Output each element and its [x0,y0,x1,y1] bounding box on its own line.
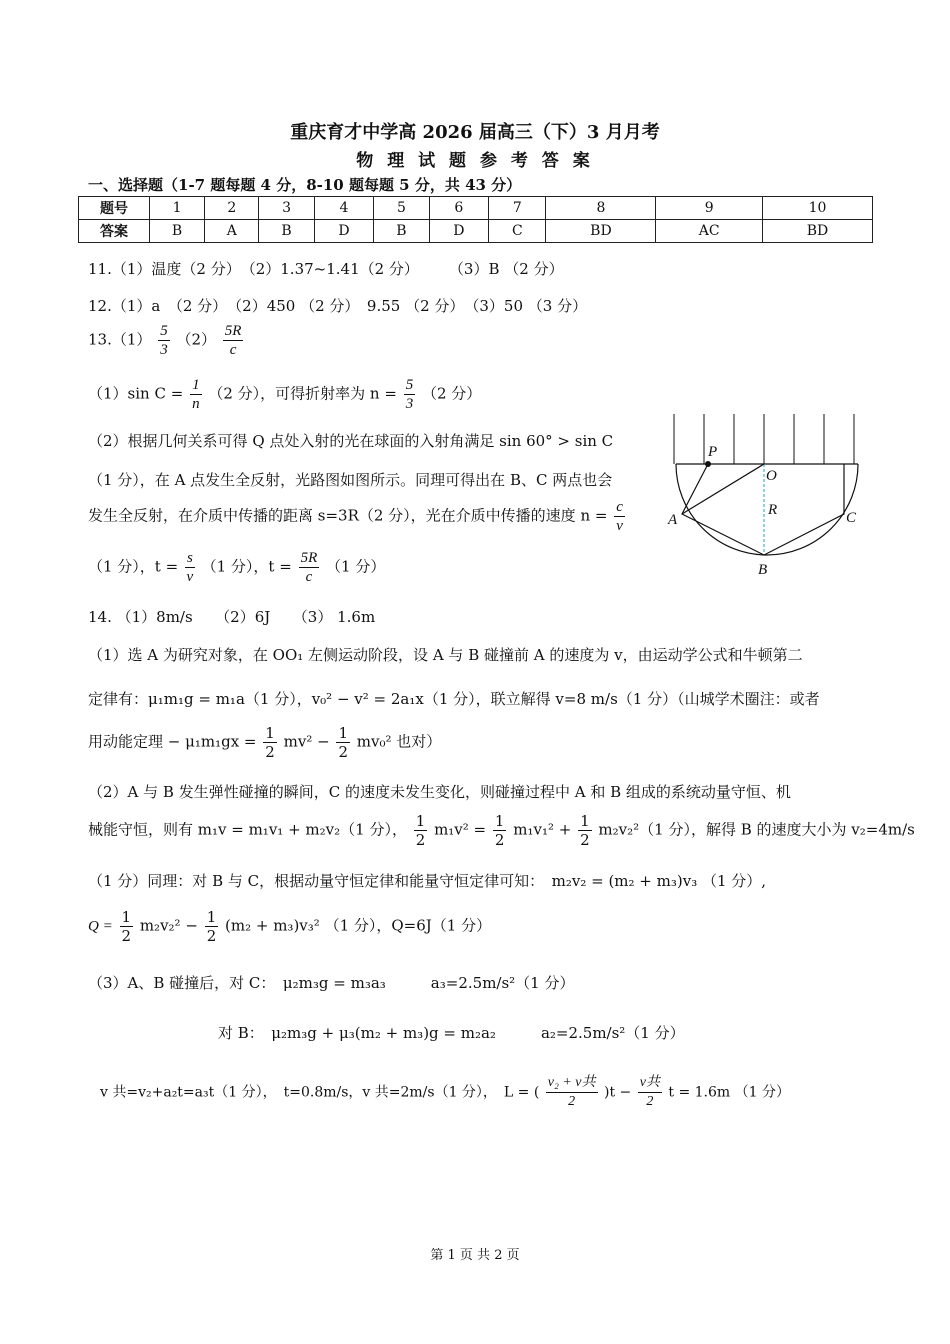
light-path [682,464,844,555]
text: 械能守恒，则有 m₁v = m₁v₁ + m₂v₂（1 分）， [88,820,407,839]
text: t = 1.6m （1 分） [668,1084,790,1101]
fraction: $\frac{5R}{c}$ [224,323,242,358]
label-c: C [846,510,857,526]
fraction: $\frac{1}{2}$ [338,724,349,761]
text: （2 分），可得折射率为 n = [208,384,397,403]
text: （2 分） [421,384,482,403]
fraction: $\frac{5}{3}$ [160,323,168,358]
fraction: $\frac{1}{2}$ [580,812,590,849]
q13-part2-line1: （2）根据几何关系可得 Q 点处入射的光在球面的入射角满足 sin 60° > sin C [88,432,614,450]
question-number-cell: 8 [546,197,656,220]
answer-cell: B [259,220,314,243]
question-number-cell: 4 [314,197,374,220]
table-row [79,220,873,243]
text: Q = [88,918,113,935]
fraction: $\frac{1}{2}$ [415,812,426,849]
fraction: $\frac{1}{2}$ [265,724,275,761]
q14-summary: 14. （1）8m/s （2）6J （3） 1.6m [88,608,376,626]
q14-part2-line1: （2）A 与 B 发生弹性碰撞的瞬间，C 的速度未发生变化，则碰撞过程中 A 和 B 组成的系统动量守恒、机 [88,783,791,801]
answer-table [78,196,873,243]
fraction: $\frac{\text{v共}}{2}$ [639,1075,660,1109]
fraction: $\frac{5}{3}$ [405,377,414,412]
text: v 共=v₂+a₂t=a₃t（1 分）， t=0.8m/s，v 共=2m/s（1 分）， L = ( [100,1084,540,1101]
q14-part1-line3 [88,724,441,761]
page-title: 重庆育才中学高 2026 届高三（下）3 月月考 [290,122,660,143]
text: m₂v₂²（1 分），解得 B 的速度大小为 v₂=4m/s [598,820,915,839]
fraction: $\frac{1}{2}$ [494,812,505,849]
q13-label2: （2） [176,330,217,349]
question-number-cell: 1 [150,197,205,220]
label-b: B [758,562,768,578]
answer-cell: AC [656,220,763,243]
section-heading: 一、选择题（1-7 题每题 4 分，8-10 题每题 5 分，共 43 分） [88,176,522,194]
answer-cell: BD [762,220,872,243]
question-number-cell: 9 [656,197,763,220]
label-a: A [668,512,678,528]
q14-part2-line2 [88,812,915,849]
answer-cell: C [489,220,546,243]
label-o: O [766,468,777,484]
table-header-cell: 题号 [79,197,150,220]
text: （1 分） [326,557,386,576]
fraction: $\frac{s}{v}$ [186,550,194,585]
fraction: $\frac{1}{n}$ [192,377,200,412]
text: m₁v₁² + [513,820,572,839]
label-r: R [768,502,778,518]
point-p-dot [705,461,711,467]
answer-cell: D [429,220,489,243]
text: 用动能定理 − μ₁m₁gx = [88,732,257,751]
q14-part1-line2: 定律有：μ₁m₁g = m₁a（1 分），v₀² − v² = 2a₁x（1 分），联立解得 v=8 m/s（1 分）（山城学术圈注：或者 [88,690,820,708]
q13-label: 13.（1） [88,330,152,349]
question-number-cell: 3 [259,197,314,220]
q13-part2-line2: （1 分），在 A 点发生全反射，光路图如图所示。同理可得出在 B、C 两点也会 [88,471,613,489]
q14-part2-line4 [88,908,491,945]
fraction: $\frac{\text{v₂ + v共}}{2}$ [547,1075,596,1109]
question-number-cell: 7 [489,197,546,220]
light-path-segment [682,464,764,514]
text: mv² − [283,732,330,751]
text: (m₂ + m₃)v₃² （1 分），Q=6J（1 分） [225,916,492,935]
q14-part3-line3 [100,1074,790,1111]
text: )t − [603,1084,632,1101]
text: m₂v₂² − [139,916,198,935]
text: m₁v² = [434,820,487,839]
fraction: $\frac{1}{2}$ [206,908,217,945]
answer-cell: B [374,220,429,243]
optics-diagram [666,412,872,582]
q13-part1 [88,376,481,413]
label-p: P [708,444,718,460]
table-header-cell: 答案 [79,220,150,243]
text: （1）sin C = [88,384,184,403]
answer-cell: BD [546,220,656,243]
q13-part2-line4 [88,549,385,586]
incident-rays [674,414,854,464]
table-row [79,197,873,220]
text: （1 分），t = [88,557,179,576]
page-footer: 第 1 页 共 2 页 [430,1248,520,1263]
answer-cell: B [150,220,205,243]
answer-cell: A [205,220,259,243]
q12-answer: 12.（1）a （2 分） （2）450 （2 分） 9.55 （2 分） （3）50 （3 分） [88,297,588,315]
q14-part3-line1: （3）A、B 碰撞后，对 C： μ₂m₃g = m₃a₃ a₃=2.5m/s²（1 分） [88,974,575,992]
question-number-cell: 6 [429,197,489,220]
question-number-cell: 10 [762,197,872,220]
text: （1 分），t = [201,557,292,576]
page-subtitle: 物 理 试 题 参 考 答 案 [356,151,594,171]
text: mv₀² 也对） [356,732,442,751]
fraction: $\frac{c}{v}$ [616,499,623,534]
question-number-cell: 5 [374,197,429,220]
q11-answer: 11.（1）温度（2 分） （2）1.37~1.41（2 分） （3）B （2 分） [88,260,564,278]
fraction: $\frac{1}{2}$ [121,908,132,945]
answer-cell: D [314,220,374,243]
text: 发生全反射，在介质中传播的距离 s=3R（2 分），光在介质中传播的速度 n = [88,506,608,525]
q13-summary [88,322,245,359]
q13-part2-line3 [88,498,627,535]
q14-part2-line3: （1 分）同理：对 B 与 C，根据动量守恒定律和能量守恒定律可知： m₂v₂ = (m₂ + m₃)v₃ （1 分）, [88,872,767,890]
question-number-cell: 2 [205,197,259,220]
fraction: $\frac{5R}{c}$ [300,550,318,585]
q14-part3-line2: 对 B： μ₂m₃g + μ₃(m₂ + m₃)g = m₂a₂ a₂=2.5m/s²（1 分） [218,1024,685,1042]
q14-part1-line1: （1）选 A 为研究对象，在 OO₁ 左侧运动阶段，设 A 与 B 碰撞前 A 的速度为 v，由运动学公式和牛顿第二 [88,646,803,664]
